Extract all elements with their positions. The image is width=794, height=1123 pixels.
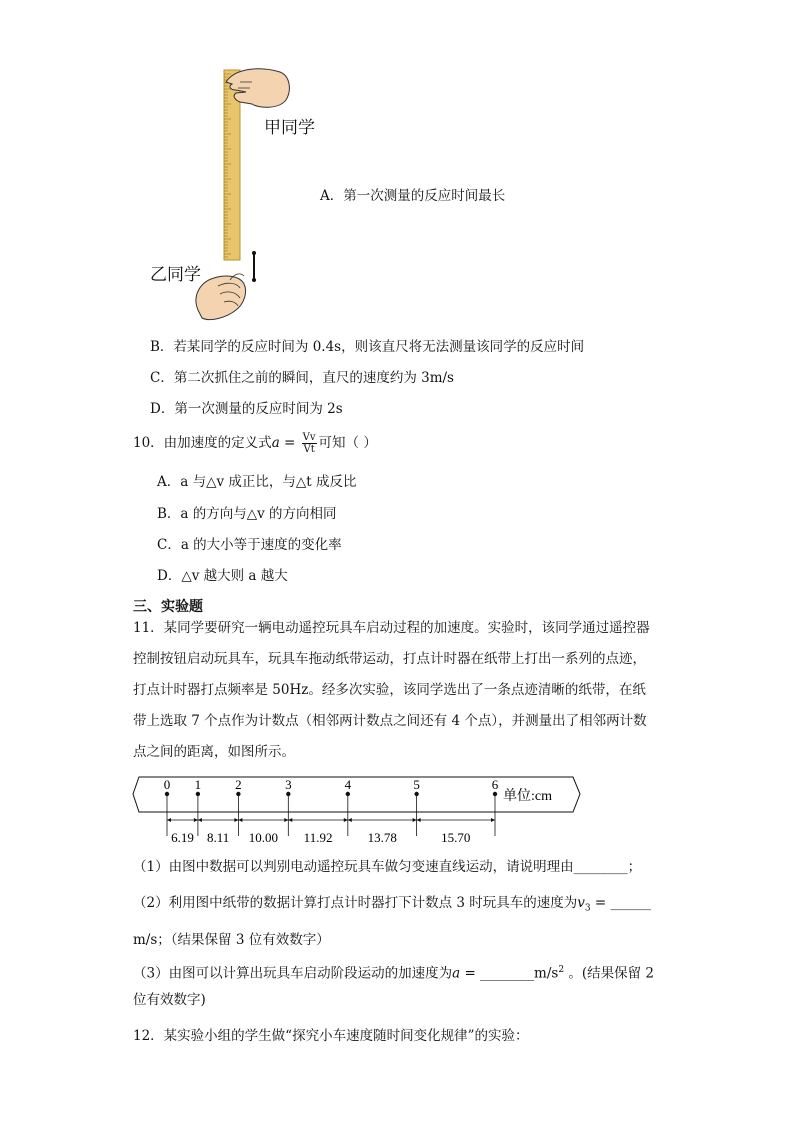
tape-distance-label: 11.92 xyxy=(303,830,333,845)
q11-line-1: 11．某同学要研究一辆电动遥控玩具车启动过程的加速度。实验时，该同学通过遥控器 xyxy=(133,620,650,636)
q10-stem xyxy=(133,432,377,455)
tape-distance-label: 6.19 xyxy=(171,830,194,845)
q11-part-1: （1）由图中数据可以判别电动遥控玩具车做匀变速直线运动，请说明理由________； xyxy=(133,859,642,875)
ticker-tape-svg xyxy=(125,772,585,852)
q10-formula-num: Vv xyxy=(302,432,316,443)
q10-formula-den: Vt xyxy=(303,444,315,455)
tape-dimension-arrow xyxy=(413,818,417,822)
q11-line-4: 带上选取 7 个点作为计数点（相邻两计数点之间还有 4 个点），并测量出了相邻两计数 xyxy=(133,713,647,729)
q10-option-d: D．△v 越大则 a 越大 xyxy=(157,568,288,584)
q11-line-3: 打点计时器打点频率是 50Hz。经多次实验，该同学选出了一条点迹清晰的纸带，在纸 xyxy=(133,682,646,698)
q10-formula-fraction xyxy=(302,432,317,455)
tape-dimension-arrow xyxy=(167,818,171,822)
q11-part-3-sup: 2 xyxy=(558,965,565,975)
ruler-hands-illustration xyxy=(140,60,300,330)
person-a-label: 甲同学 xyxy=(264,118,315,138)
q12-line-1: 12．某实验小组的学生做“探究小车速度随时间变化规律”的实验： xyxy=(133,1028,529,1044)
q11-part-2-line-2: m/s；（结果保留 3 位有效数字） xyxy=(133,932,330,948)
tape-distance-label: 15.70 xyxy=(441,830,471,845)
ruler-figure xyxy=(140,60,300,330)
tape-point-label: 5 xyxy=(413,777,420,792)
tape-point-label: 3 xyxy=(285,777,292,792)
tape-dimension-arrow xyxy=(348,818,352,822)
q10-option-a: A．a 与△v 成正比，与△t 成反比 xyxy=(157,474,357,490)
q11-line-2: 控制按钮启动玩具车，玩具车拖动纸带运动，打点计时器在纸带上打出一系列的点迹， xyxy=(133,651,646,667)
q10-formula-a: a xyxy=(271,435,280,451)
tape-point-label: 4 xyxy=(344,777,352,792)
tape-distance-label: 13.78 xyxy=(367,830,397,845)
q11-part-2-var: v xyxy=(577,895,585,911)
q11-line-5: 点之间的距离，如图所示。 xyxy=(133,744,295,760)
tape-distance-label: 8.11 xyxy=(207,830,230,845)
person-b-label: 乙同学 xyxy=(150,265,201,285)
tape-dimension-arrow xyxy=(234,818,238,822)
tape-point-label: 1 xyxy=(194,777,202,792)
q11-part-2-sub: 3 xyxy=(584,903,591,914)
q11-part-3-var: a xyxy=(452,965,461,982)
tape-dimension-arrow xyxy=(344,818,348,822)
tape-dimension-arrow xyxy=(284,818,288,822)
q10-option-c: C．a 的大小等于速度的变化率 xyxy=(157,537,342,553)
tape-dimension-arrow xyxy=(198,818,202,822)
tape-point-label: 2 xyxy=(235,777,242,792)
ticker-tape-figure xyxy=(125,772,585,852)
tape-unit-label: 单位:cm xyxy=(503,789,552,804)
q11-part-3-line-2: 位有效数字) xyxy=(133,992,206,1008)
q11-part-3-tail: 。(结果保留 2 xyxy=(564,965,655,982)
q9-option-b: B．若某同学的反应时间为 0.4s，则该直尺将无法测量该同学的反应时间 xyxy=(150,339,585,355)
q10-formula-eq: = xyxy=(279,435,300,451)
tape-point-label: 0 xyxy=(163,777,171,792)
tape-dimension-arrow xyxy=(491,818,495,822)
tape-dimension-arrow xyxy=(288,818,292,822)
q11-part-2-blank: = ______ xyxy=(590,895,652,911)
q9-option-d: D．第一次测量的反应时间为 2s xyxy=(150,401,343,417)
tape-dimension-arrow xyxy=(238,818,242,822)
tape-point-label: 6 xyxy=(491,777,499,792)
q10-option-b: B．a 的方向与△v 的方向相同 xyxy=(157,506,337,522)
q11-part-3-blank: = ________m/s xyxy=(460,965,559,982)
tape-distance-label: 10.00 xyxy=(248,830,278,845)
q10-prefix: 10．由加速度的定义式 xyxy=(133,435,272,451)
q11-part-3 xyxy=(133,960,654,984)
tape-dimension-arrow xyxy=(417,818,421,822)
section-title: 三、实验题 xyxy=(133,599,203,615)
q9-option-a: A．第一次测量的反应时间最长 xyxy=(320,188,506,204)
q11-part-2 xyxy=(133,893,651,919)
q9-option-c: C．第二次抓住之前的瞬间，直尺的速度约为 3m/s xyxy=(150,370,454,386)
q11-part-3-text: （3）由图可以计算出玩具车启动阶段运动的加速度为 xyxy=(133,965,453,982)
tape-dimension-arrow xyxy=(194,818,198,822)
q11-part-2-text: （2）利用图中纸带的数据计算打点计时器打下计数点 3 时玩具车的速度为 xyxy=(133,895,578,911)
q10-suffix: 可知（ ） xyxy=(318,435,377,451)
